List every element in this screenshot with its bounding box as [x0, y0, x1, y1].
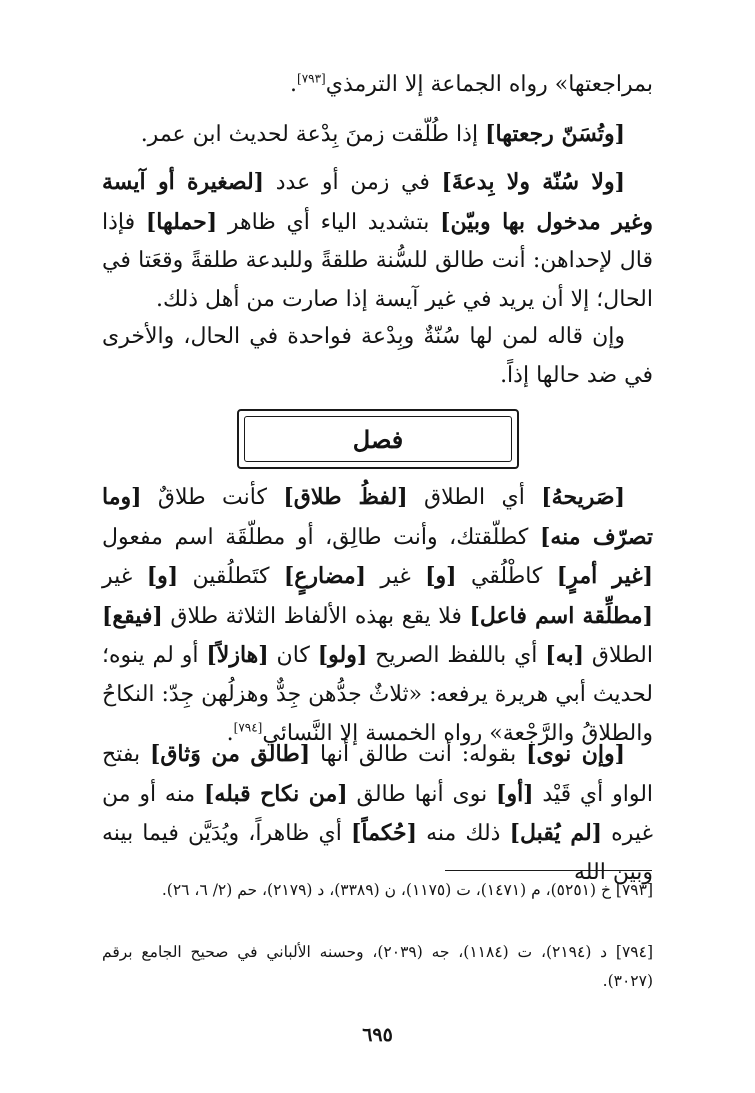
page-number: ٦٩٥ — [362, 1024, 393, 1046]
paragraph-raja: [وتُسَنّ رجعتها] إذا طُلّقت زمنَ بِدْعة لحديث ابن عمر. — [140, 121, 625, 147]
footnote-ref-793[interactable]: [٧٩٣] — [297, 71, 326, 86]
footnote-793: [٧٩٣] خ (٥٢٥١)، م (١٤٧١)، ت (١١٧٥)، ن (٣٣٨٩)، د (٢١٧٩)، حم (٢/ ٦، ٢٦). — [161, 881, 653, 899]
section-heading: فصل — [244, 416, 512, 462]
section-heading-frame — [237, 409, 519, 469]
footnote-ref-794[interactable]: [٧٩٤] — [233, 720, 263, 735]
paragraph-sarih: [صَريحهُ] أي الطلاق [لفظُ طلاق] كأنت طلاقٌ [وما تصرّف منه] كطلّقتك، وأنت طالِق، أو مطلّقَة اسم مفعول [غير أمرٍ] كاطْلُقي [و] غير [مضارعٍ] كتَطلُقين [و] غير [مطلِّقة اسم فاعل] فلا يقع بهذه الألفاظ الثلاثة طلاق [فيقع] الطلاق [به] أي باللفظ الصريح [ولو] كان [هازلاً] أو لم ينوه؛ لحديث أبي هريرة يرفعه: «ثلاثٌ جدُّهن جِدٌّ وهزلُهن جِدّ: النكاحُ والطلاقُ والرَّجْعة» رواه الخمسة إلا النَّسائي[٧٩٤]. — [102, 484, 654, 746]
paragraph-two-cases: وإن قاله لمن لها سُنّةٌ وبِدْعة فواحدة في الحال، والأخرى في ضد حالها إذاً. — [102, 324, 653, 388]
paragraph-sunna-bidaa: [ولا سُنّة ولا بِدعةَ] في زمن أو عدد [لصغيرة أو آيسة وغير مدخول بها وبيّن] بتشديد الياء أي ظاهر [حملها] فإذا قال لإحداهن: أنت طالق للسُّنة طلقةً وللبدعة طلقةً وقعَتا في الحال؛ إلا أن يريد في غير آيسة إذا صارت من أهل ذلك. — [102, 169, 654, 312]
paragraph-continuation: بمراجعتها» رواه الجماعة إلا الترمذي[٧٩٣]. — [290, 71, 653, 97]
footnote-794: [٧٩٤] د (٢١٩٤)، ت (١١٨٤)، جه (٢٠٣٩)، وحسنه الألباني في صحيح الجامع برقم (٣٠٢٧). — [102, 943, 653, 990]
paragraph-wathaq: [وإن نوى] بقوله: أنت طالق أنها [طالق من وَثاق] بفتح الواو أي قَيْد [أو] نوى أنها طالق [من نكاح قبله] منه أو من غيره [لم يُقبل] ذلك منه [حُكماً] أي ظاهراً، ويُدَيَّن فيما بينه وبين الله — [102, 741, 654, 885]
footnote-divider — [445, 870, 652, 871]
